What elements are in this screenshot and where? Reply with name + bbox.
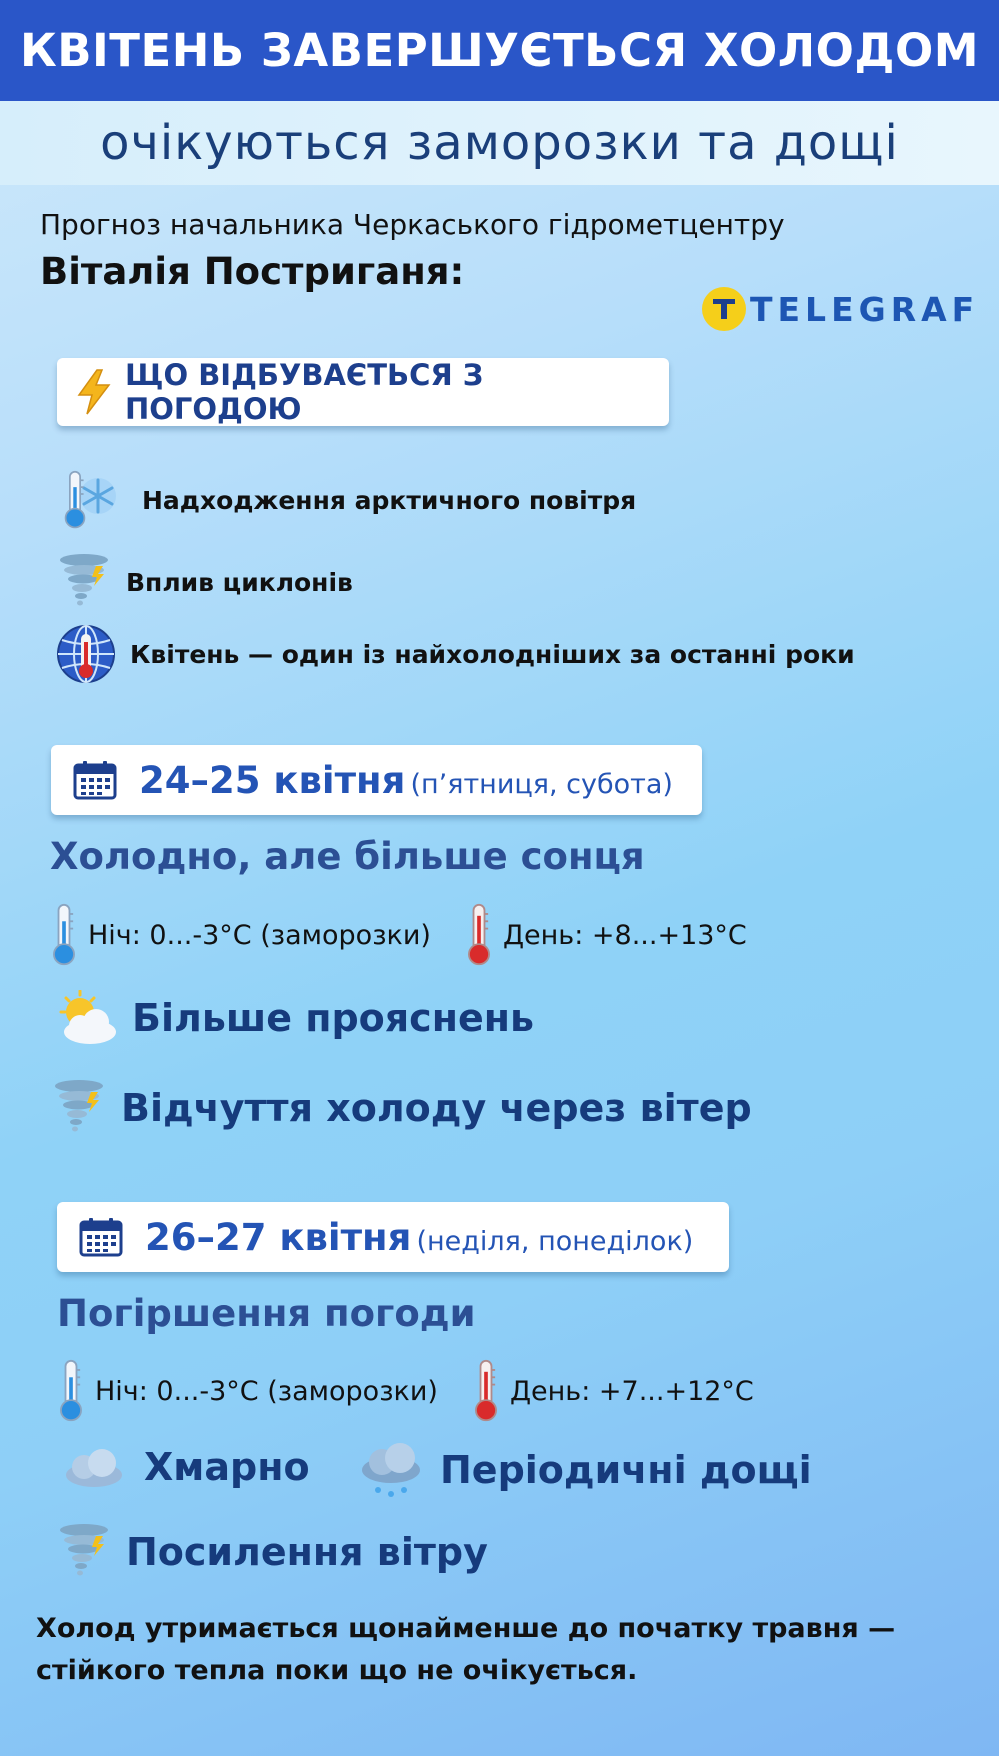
globe-thermometer-icon [56,624,116,684]
footer-line: Холод утримається щонайменше до початку травня — [36,1613,896,1644]
calendar-icon [79,1217,123,1257]
thermometer-hot-icon [465,903,493,967]
cloud-icon [62,1443,126,1491]
period2-item-text: Хмарно [144,1445,310,1489]
logo-t-icon [702,287,746,331]
tornado-icon [51,1078,107,1138]
footer-note [36,1608,966,1692]
period1-night: Ніч: 0...-3°C (заморозки) [88,919,431,951]
period1-days: (п’ятниця, субота) [410,768,673,800]
thermometer-hot-icon [472,1359,500,1423]
period1-day: День: +8...+13°C [502,919,747,951]
calendar-icon [73,760,117,800]
period2-item-text: Періодичні дощі [440,1448,812,1492]
title-bar [0,0,999,101]
page-subtitle: очікуються заморозки та дощі [100,115,899,171]
list-item [56,990,534,1046]
period2-date-card [57,1202,729,1272]
list-item [358,1440,812,1500]
thermometer-cold-icon [57,1359,85,1423]
period1-date-card [51,745,702,815]
period1-summary: Холодно, але більше сонця [50,835,645,878]
tornado-icon [56,1522,112,1582]
lightning-icon [75,369,113,415]
period1-dates: 24–25 квітня [139,758,406,802]
list-item-text: Вплив циклонів [126,567,353,597]
list-item [56,1522,488,1582]
rain-cloud-icon [358,1440,424,1500]
list-item [56,552,353,612]
list-item [51,1078,752,1138]
thermometer-snowflake-icon [60,470,122,530]
intro-line: Прогноз начальника Черкаського гідрометцентру [40,208,785,241]
period1-item-text: Відчуття холоду через вітер [121,1086,752,1130]
period2-dates: 26–27 квітня [145,1215,412,1259]
sun-cloud-icon [56,990,118,1046]
period2-item-text: Посилення вітру [126,1530,488,1574]
intro-name: Віталія Постриганя: [40,250,465,293]
list-item [60,470,636,530]
list-item-text: Квітень — один із найхолодніших за останні роки [130,639,855,669]
weather-heading-card [57,358,669,426]
tornado-icon [56,552,112,612]
footer-line: стійкого тепла поки що не очікується. [36,1655,638,1686]
list-item-text: Надходження арктичного повітря [142,485,637,515]
period2-day: День: +7...+12°C [509,1375,754,1407]
period2-temps [57,1359,754,1423]
page-title: КВІТЕНЬ ЗАВЕРШУЄТЬСЯ ХОЛОДОМ [19,24,980,77]
period2-night: Ніч: 0...-3°C (заморозки) [95,1375,438,1407]
period1-item-text: Більше прояснень [132,996,535,1040]
period1-temps [50,903,747,967]
weather-heading: ЩО ВІДБУВАЄТЬСЯ З ПОГОДОЮ [125,358,484,426]
subtitle-bar [0,101,999,185]
telegraf-logo [702,287,979,331]
list-item [56,624,855,684]
logo-text: TELEGRAF [750,289,980,329]
period2-days: (неділя, понеділок) [416,1225,694,1257]
thermometer-cold-icon [50,903,78,967]
list-item [62,1443,310,1491]
period2-summary: Погіршення погоди [57,1292,476,1335]
